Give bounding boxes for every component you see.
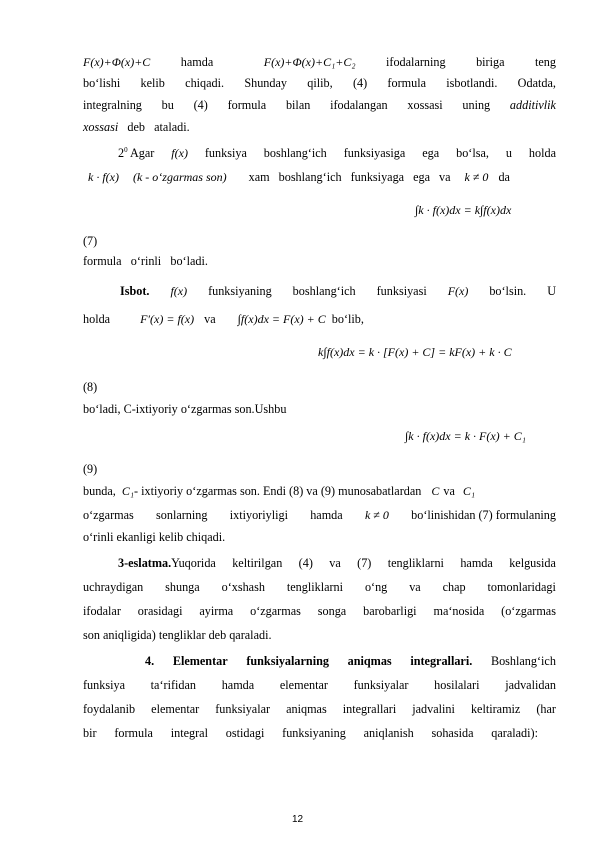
word: o‘rinli bbox=[130, 254, 162, 268]
proof-heading: Isbot. bbox=[120, 284, 150, 298]
equation-number-8: (8) bbox=[83, 380, 98, 394]
word: Odatda, bbox=[517, 76, 556, 90]
degree-mark: 0 bbox=[124, 146, 128, 154]
word: ifodalangan bbox=[330, 98, 388, 112]
word: tomonlaridagi bbox=[487, 580, 556, 594]
formula-c1: C₁ bbox=[462, 484, 476, 498]
word: bilan bbox=[285, 98, 311, 112]
word: va bbox=[329, 556, 341, 570]
text-line-5 bbox=[118, 146, 556, 161]
text-line-13 bbox=[83, 508, 556, 523]
word: tengliklarni bbox=[387, 556, 444, 570]
formula-fx: f(x) bbox=[170, 284, 188, 298]
word: elementar bbox=[151, 702, 200, 716]
word: hamda bbox=[460, 556, 493, 570]
text-line-22 bbox=[83, 726, 538, 741]
word: biriga bbox=[476, 55, 505, 69]
word: va bbox=[204, 312, 216, 326]
equation-8: k∫f(x)dx = k · [F(x) + C] = kF(x) + k · C bbox=[318, 345, 512, 359]
section-title-word: aniqmas bbox=[347, 654, 392, 668]
word: funksiyaning bbox=[208, 284, 272, 298]
word: (o‘zgarmas bbox=[501, 604, 556, 618]
word: bo‘lib, bbox=[331, 312, 364, 326]
word: va bbox=[443, 484, 455, 498]
word: xossasi bbox=[407, 98, 443, 112]
text-run: bo‘linishidan (7) formulaning bbox=[411, 508, 556, 522]
formula-fx: f(x) bbox=[171, 146, 188, 161]
word: boshlang‘ich bbox=[278, 170, 342, 184]
word: ostidagi bbox=[225, 726, 265, 740]
word: funksiya bbox=[204, 146, 247, 161]
word: sohasida bbox=[431, 726, 474, 740]
equation-number-7: (7) bbox=[83, 234, 98, 248]
text-line-20 bbox=[83, 678, 556, 693]
formula-derivative: F′(x) = f(x) bbox=[140, 312, 195, 326]
word: bir bbox=[83, 726, 97, 740]
word: funksiyaning bbox=[282, 726, 346, 740]
section-title-word: Elementar bbox=[172, 654, 228, 668]
word: qaraladi): bbox=[491, 726, 538, 740]
word: keltiramiz bbox=[470, 702, 521, 716]
word: Agar bbox=[129, 146, 155, 161]
word: ma‘nosida bbox=[433, 604, 485, 618]
word: ixtiyoriyligi bbox=[229, 508, 288, 522]
word: kelib bbox=[140, 76, 165, 90]
word: uchraydigan bbox=[83, 580, 144, 594]
text-line-19 bbox=[145, 654, 556, 669]
word: chap bbox=[442, 580, 466, 594]
word: boshlang‘ich bbox=[263, 146, 327, 161]
section-title-word: funksiyalarning bbox=[246, 654, 329, 668]
remark-heading: 3-eslatma. bbox=[118, 556, 172, 570]
formula-sum-c1c2: F(x)+Φ(x)+C₁+C₂ bbox=[263, 55, 356, 69]
word: bo‘lishi bbox=[83, 76, 121, 90]
equation-number-9: (9) bbox=[83, 462, 98, 476]
text-line-14: o‘rinli ekanligi kelib chiqadi. bbox=[83, 530, 226, 544]
word: o‘ng bbox=[364, 580, 388, 594]
word: jadvalidan bbox=[505, 678, 556, 692]
text-line-6 bbox=[88, 170, 556, 185]
word: funksiyasi bbox=[376, 284, 427, 298]
word: keltirilgan bbox=[232, 556, 283, 570]
word: (4) bbox=[298, 556, 313, 570]
word: kelgusida bbox=[509, 556, 556, 570]
term-additivlik: additivlik bbox=[509, 98, 556, 112]
word: tengliklarni bbox=[286, 580, 344, 594]
text-line-17 bbox=[83, 604, 556, 619]
word: ega bbox=[413, 170, 430, 184]
word: ataladi. bbox=[154, 120, 190, 134]
word: (7) bbox=[357, 556, 372, 570]
word: ta‘rifidan bbox=[150, 678, 197, 692]
text-line-3 bbox=[83, 98, 556, 113]
text-line-1 bbox=[83, 55, 556, 70]
word: ayirma bbox=[199, 604, 234, 618]
word: o‘zgarmas bbox=[83, 508, 134, 522]
word: teng bbox=[535, 55, 556, 69]
section-number: 4. bbox=[145, 654, 155, 668]
word: aniqlanish bbox=[363, 726, 414, 740]
word: aniqmas bbox=[286, 702, 327, 716]
word: shunga bbox=[165, 580, 200, 594]
word: Boshlang‘ich bbox=[490, 654, 556, 668]
word: funksiyalar bbox=[215, 702, 271, 716]
word: integralning bbox=[83, 98, 142, 112]
word: formula bbox=[387, 76, 427, 90]
word: o‘zgarmas bbox=[250, 604, 301, 618]
word: chiqadi. bbox=[185, 76, 225, 90]
word: boshlang‘ich bbox=[292, 284, 356, 298]
word: qilib, bbox=[307, 76, 333, 90]
text-line-8 bbox=[83, 254, 208, 269]
word: ega bbox=[422, 146, 440, 161]
text-line-12 bbox=[83, 484, 556, 499]
formula-Fx: F(x) bbox=[447, 284, 469, 298]
word: ifodalar bbox=[83, 604, 121, 618]
word: bo‘lsin. bbox=[489, 284, 527, 298]
word: xam bbox=[248, 170, 270, 184]
formula-kfx: k · f(x) bbox=[88, 170, 119, 184]
word: hamda bbox=[221, 678, 255, 692]
text-line-9 bbox=[120, 284, 556, 299]
word: (4) bbox=[352, 76, 368, 90]
word: formula bbox=[114, 726, 153, 740]
word: funksiyaga bbox=[350, 170, 405, 184]
word: funksiya bbox=[83, 678, 125, 692]
word: o‘xshash bbox=[221, 580, 265, 594]
text-run: - ixtiyoriy o‘zgarmas son. Endi (8) va (9) munosabatlardan bbox=[134, 484, 422, 498]
formula-k-nonzero: k ≠ 0 bbox=[464, 170, 489, 184]
term-xossasi: xossasi bbox=[83, 120, 119, 134]
word: va bbox=[409, 580, 421, 594]
word: bo‘lsa, bbox=[456, 146, 489, 161]
formula-k-const: (k - o‘zgarmas son) bbox=[132, 170, 227, 184]
word: formula bbox=[83, 254, 122, 268]
formula-c: C bbox=[431, 484, 440, 498]
word: bunda, bbox=[83, 484, 116, 498]
word: hosilalari bbox=[434, 678, 480, 692]
word: (har bbox=[536, 702, 556, 716]
word: holda bbox=[528, 146, 556, 161]
word: funksiyalar bbox=[353, 678, 409, 692]
word: songa bbox=[317, 604, 347, 618]
word: sonlarning bbox=[156, 508, 208, 522]
word: elementar bbox=[279, 678, 328, 692]
word: deb bbox=[127, 120, 145, 134]
word: u bbox=[505, 146, 512, 161]
word: bo‘ladi. bbox=[170, 254, 208, 268]
word: integral bbox=[170, 726, 208, 740]
formula-c1: C₁ bbox=[121, 484, 135, 498]
word: va bbox=[439, 170, 451, 184]
word: isbotlandi. bbox=[446, 76, 498, 90]
word: ifodalarning bbox=[386, 55, 446, 69]
text-line-11: bo‘ladi, C-ixtiyoriy o‘zgarmas son.Ushbu bbox=[83, 402, 287, 416]
text-line-10 bbox=[83, 312, 364, 327]
word: formula bbox=[227, 98, 267, 112]
word: Yuqorida bbox=[171, 556, 216, 570]
text-line-21 bbox=[83, 702, 556, 717]
section-title-word: integrallari. bbox=[410, 654, 473, 668]
text-line-15 bbox=[118, 556, 556, 571]
page-number: 12 bbox=[291, 814, 304, 825]
word: foydalanib bbox=[83, 702, 136, 716]
formula-integral-f: ∫f(x)dx = F(x) + C bbox=[237, 312, 326, 326]
word: da bbox=[498, 170, 510, 184]
word: Shunday bbox=[244, 76, 287, 90]
text-line-16 bbox=[83, 580, 556, 595]
formula-k-nonzero: k ≠ 0 bbox=[364, 508, 389, 522]
equation-9: ∫k · f(x)dx = k · F(x) + C₁ bbox=[405, 429, 526, 443]
word: barobarligi bbox=[363, 604, 417, 618]
formula-sum-c: F(x)+Φ(x)+C bbox=[83, 55, 151, 69]
word: funksiyasiga bbox=[343, 146, 406, 161]
word: U bbox=[547, 284, 556, 298]
word: holda bbox=[83, 312, 111, 326]
word: orasidagi bbox=[137, 604, 183, 618]
text-line-2 bbox=[83, 76, 556, 91]
text-line-4 bbox=[83, 120, 190, 135]
equation-7: ∫k · f(x)dx = k∫f(x)dx bbox=[415, 203, 512, 217]
word: jadvalini bbox=[412, 702, 455, 716]
word: hamda bbox=[180, 55, 214, 69]
word: bu bbox=[161, 98, 174, 112]
word: hamda bbox=[310, 508, 343, 522]
word: uning bbox=[462, 98, 491, 112]
word: (4) bbox=[193, 98, 208, 112]
text-line-18: son aniqligida) tengliklar deb qaraladi. bbox=[83, 628, 272, 642]
word: integrallari bbox=[342, 702, 397, 716]
item-number: 2 bbox=[118, 146, 125, 161]
